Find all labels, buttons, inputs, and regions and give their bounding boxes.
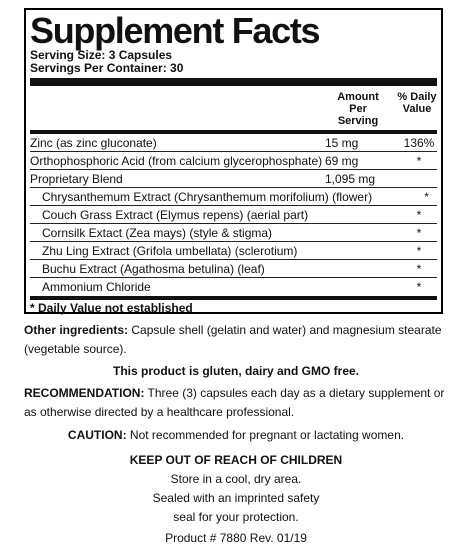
recommendation: RECOMMENDATION: Three (3) capsules each day as a dietary supplement or as otherwise directed by a healthcare professional. xyxy=(24,386,445,419)
daily-value-footnote: * Daily Value not established xyxy=(30,301,193,315)
bottom-divider xyxy=(30,296,437,300)
blend-item-buchu: Buchu Extract (Agathosma betulina) (leaf) * xyxy=(30,260,437,278)
supplement-facts-panel xyxy=(24,8,443,314)
caution: CAUTION: Not recommended for pregnant or lactating women. xyxy=(67,428,405,442)
servings-per-container: Servings Per Container: 30 xyxy=(30,61,184,75)
nutrient-row-zinc: Zinc (as zinc gluconate) 15 mg 136% xyxy=(30,134,437,152)
blend-item-chrysanthemum: Chrysanthemum Extract (Chrysanthemum morifolium) (flower) * xyxy=(30,188,437,206)
storage-line-2: Sealed with an imprinted safety xyxy=(152,491,320,505)
thick-divider xyxy=(30,78,437,86)
storage-line-3: seal for your protection. xyxy=(173,510,299,524)
keep-out-warning: KEEP OUT OF REACH OF CHILDREN xyxy=(129,453,343,467)
product-code: Product # 7880 Rev. 01/19 xyxy=(165,531,307,545)
other-ingredients: Other ingredients: Capsule shell (gelatin and water) and magnesium stearate (vegetable source). xyxy=(24,323,442,356)
blend-item-couch-grass: Couch Grass Extract (Elymus repens) (aerial part) * xyxy=(30,206,437,224)
panel-title: Supplement Facts xyxy=(30,10,320,51)
blend-item-ammonium-chloride: Ammonium Chloride * xyxy=(42,280,422,294)
nutrient-row-proprietary-blend: Proprietary Blend 1,095 mg xyxy=(30,170,437,188)
blend-item-cornsilk: Cornsilk Extact (Zea mays) (style & stigma) * xyxy=(30,224,437,242)
serving-size: Serving Size: 3 Capsules xyxy=(30,48,173,62)
amount-column-header: Amount Per Serving xyxy=(337,91,379,127)
storage-line-1: Store in a cool, dry area. xyxy=(170,472,302,486)
storage-block xyxy=(24,451,448,527)
nutrient-row-orthophosphoric-acid: Orthophosphoric Acid (from calcium glycerophosphate) 69 mg * xyxy=(30,152,437,170)
free-from-statement: This product is gluten, dairy and GMO free. xyxy=(112,364,360,378)
daily-value-column-header: % Daily Value xyxy=(397,91,437,115)
blend-item-zhu-ling: Zhu Ling Extract (Grifola umbellata) (sclerotium) * xyxy=(30,242,437,260)
column-headers xyxy=(30,91,437,130)
